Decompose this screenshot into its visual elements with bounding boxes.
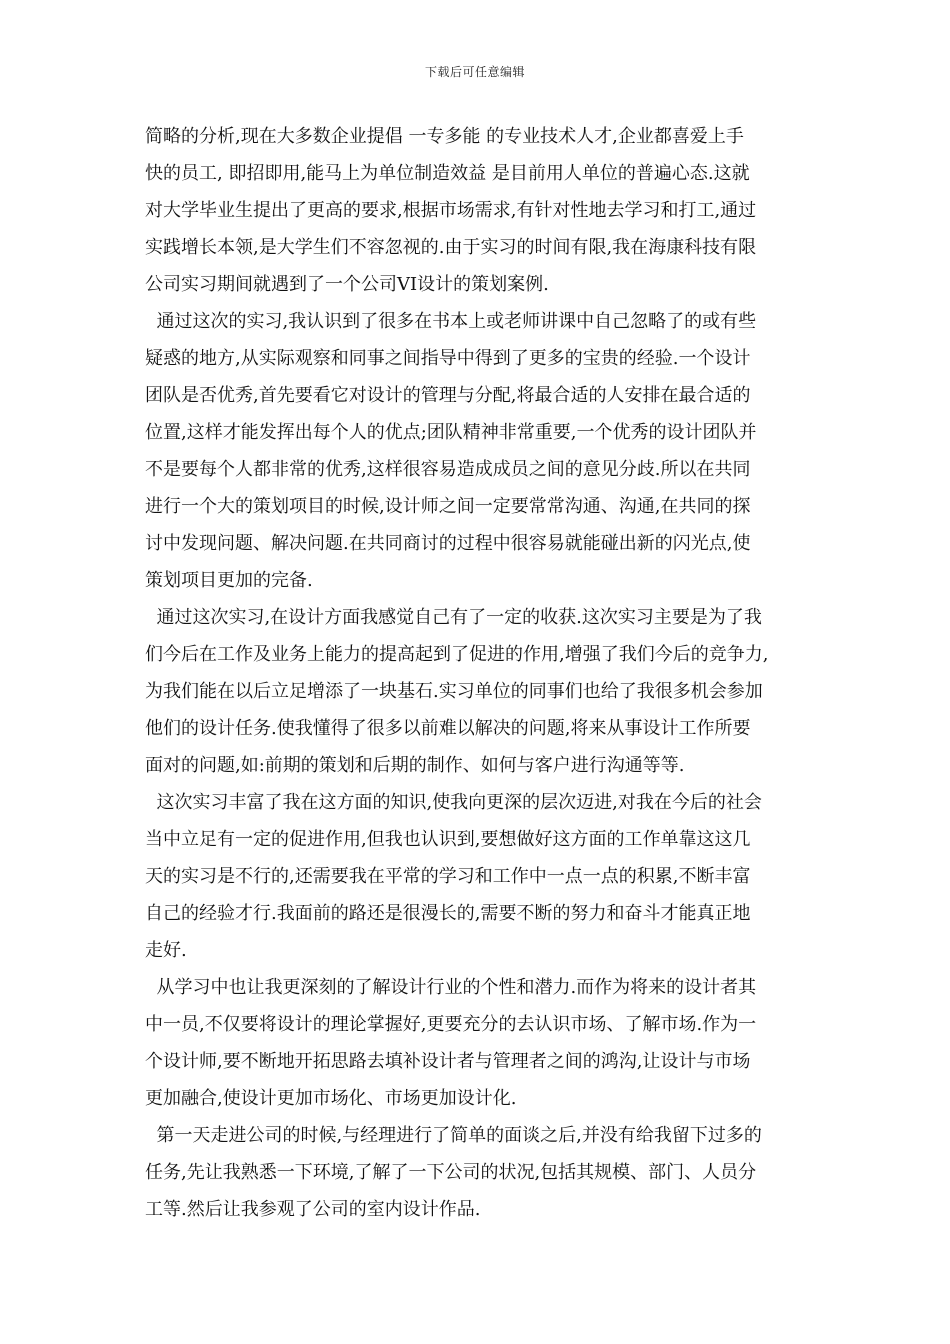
- text-line: 疑惑的地方,从实际观察和同事之间指导中得到了更多的宝贵的经验.一个设计: [145, 348, 751, 369]
- text-line: 个设计师,要不断地开拓思路去填补设计者与管理者之间的鸿沟,让设计与市场: [145, 1051, 751, 1072]
- text-line: 工等.然后让我参观了公司的室内设计作品.: [145, 1199, 481, 1220]
- page-header: 下载后可任意编辑: [424, 65, 525, 79]
- text-line: 面对的问题,如:前期的策划和后期的制作、如何与客户进行沟通等等.: [145, 755, 685, 776]
- text-line: 简略的分析,现在大多数企业提倡 一专多能 的专业技术人才,企业都喜爱上手: [145, 126, 744, 147]
- text-line: 通过这次的实习,我认识到了很多在书本上或老师讲课中自己忽略了的或有些: [145, 311, 757, 332]
- document-body: [145, 118, 811, 1228]
- text-line: 进行一个大的策划项目的时候,设计师之间一定要常常沟通、沟通,在共同的探: [145, 496, 751, 517]
- text-line: 快的员工, 即招即用,能马上为单位制造效益 是目前用人单位的普遍心态.这就: [145, 163, 750, 184]
- text-line: 他们的设计任务.使我懂得了很多以前难以解决的问题,将来从事设计工作所要: [145, 718, 751, 739]
- text-line: 这次实习丰富了我在这方面的知识,使我向更深的层次迈进,对我在今后的社会: [145, 792, 762, 813]
- text-line: 不是要每个人都非常的优秀,这样很容易造成成员之间的意见分歧.所以在共同: [145, 459, 751, 480]
- text-line: 对大学毕业生提出了更高的要求,根据市场需求,有针对性地去学习和打工,通过: [145, 200, 757, 221]
- text-line: 团队是否优秀,首先要看它对设计的管理与分配,将最合适的人安排在最合适的: [145, 385, 751, 406]
- text-line: 讨中发现问题、解决问题.在共同商讨的过程中很容易就能碰出新的闪光点,使: [145, 533, 751, 554]
- text-line: 自己的经验才行.我面前的路还是很漫长的,需要不断的努力和奋斗才能真正地: [145, 903, 751, 924]
- text-line: 位置,这样才能发挥出每个人的优点;团队精神非常重要,一个优秀的设计团队并: [145, 422, 757, 443]
- text-line: 通过这次实习,在设计方面我感觉自己有了一定的收获.这次实习主要是为了我: [145, 607, 762, 628]
- text-line: 天的实习是不行的,还需要我在平常的学习和工作中一点一点的积累,不断丰富: [145, 866, 751, 887]
- text-line: 实践增长本领,是大学生们不容忽视的.由于实习的时间有限,我在海康科技有限: [145, 237, 757, 258]
- text-line: 走好.: [145, 940, 187, 961]
- text-line: 们今后在工作及业务上能力的提高起到了促进的作用,增强了我们今后的竞争力,: [145, 644, 769, 665]
- text-line: 第一天走进公司的时候,与经理进行了简单的面谈之后,并没有给我留下过多的: [145, 1125, 762, 1146]
- text-line: 策划项目更加的完备.: [145, 570, 313, 591]
- text-line: 中一员,不仅要将设计的理论掌握好,更要充分的去认识市场、了解市场.作为一: [145, 1014, 757, 1035]
- text-line: 任务,先让我熟悉一下环境,了解了一下公司的状况,包括其规模、部门、人员分: [145, 1162, 757, 1183]
- text-line: 公司实习期间就遇到了一个公司VI设计的策划案例.: [145, 274, 549, 295]
- text-line: 更加融合,使设计更加市场化、市场更加设计化.: [145, 1088, 517, 1109]
- text-line: 当中立足有一定的促进作用,但我也认识到,要想做好这方面的工作单靠这这几: [145, 829, 751, 850]
- text-line: 为我们能在以后立足增添了一块基石.实习单位的同事们也给了我很多机会参加: [145, 681, 763, 702]
- text-line: 从学习中也让我更深刻的了解设计行业的个性和潜力.而作为将来的设计者其: [145, 977, 757, 998]
